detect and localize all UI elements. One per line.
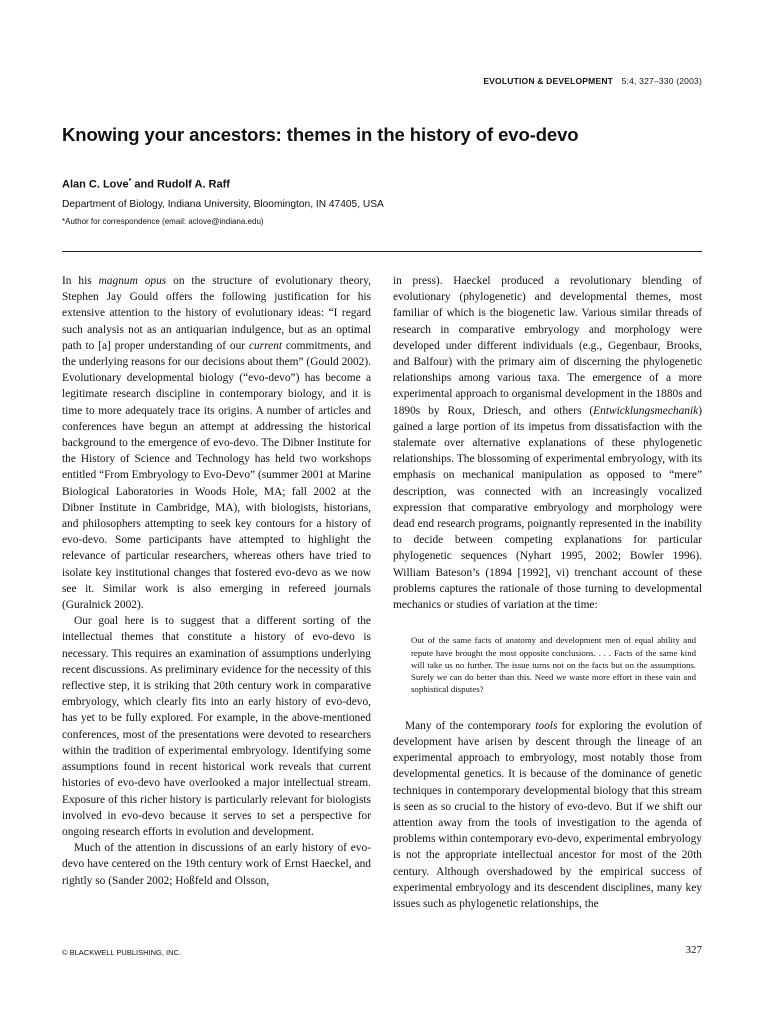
header-divider [62,251,702,252]
author-name-raff: and Rudolf A. Raff [131,178,230,191]
body-paragraph-4: in press). Haeckel produced a revolutionary blending of evolutionary (phylogenetic) and developmental themes, most familiar of which is the biogenetic law. Various similar threads of research in comparative embryology and morphology were developed under different individuals (e.g., Gegenbaur, Brooks, and Balfour) with the primary aim of discerning the phylogenetic relationships among various taxa. The emergence of a more experimental approach to organismal development in the 1880s and 1890s by Roux, Driesch, and others (Entwicklungsmechanik) gained a large portion of its impetus from dissatisfaction with the stalemate over alternative explanations of these phylogenetic relationships. The blossoming of experimental embryology, with its emphasis on mechanical manipulation as opposed to “mere” description, was connected with an increasingly vocalized expression that comparative embryology and morphology were dead end research programs, poignantly represented in the inability to decide between competing explanations for particular phylogenetic sequences (Nyhart 1995, 2002; Bowler 1996). William Bateson’s (1894 [1992], vi) trenchant account of these problems captures the rationale of those turning to developmental mechanics or studies of variation at the time: [393,275,702,612]
body-paragraph-2: Our goal here is to suggest that a different sorting of the intellectual themes that constitute a history of evo-devo is necessary. This requires an examination of assumptions underlying recent discussions. As preliminary evidence for the necessity of this reflective step, it is striking that 20th century work in comparative embryology, which clearly fits into an early history of evo-devo, has yet to be fully explored. For example, in the above-mentioned conferences, most of the presentations were devoted to researchers within the tradition of experimental embryology. Identifying some assumptions found in recent historical work reveals that current histories of evo-devo have overlooked a major intellectual stream. Exposure of this richer history is particularly relevant for biologists involved in evo-devo because it serves to set a perspective for ongoing research efforts in evolution and development. [62,615,371,838]
author-affiliation: Department of Biology, Indiana University, Bloomington, IN 47405, USA [62,199,384,210]
journal-citation: 5:4, 327–330 (2003) [621,76,702,86]
corresponding-author-mark: * [128,178,132,185]
page-number: 327 [685,944,702,956]
body-paragraph-1: In his magnum opus on the structure of evolutionary theory, Stephen Jay Gould offers the following justification for his extensive attention to the history of evolutionary ideas: “I regard such analysis not as an antiquarian indulgence, but as an optimal path to [a] proper understanding of our current commitments, and the underlying reasons for our decisions about them” (Gould 2002). Evolutionary developmental biology (“evo-devo”) has become a legitimate research discipline in contemporary biology, and it is time to more adequately trace its origins. A number of articles and conferences have begun an attempt at addressing the historical background to the emergence of evo-devo. The Dibner Institute for the History of Science and Technology has held two workshops entitled “From Embryology to Evo-Devo” (summer 2001 at Marine Biological Laboratories in Woods Hole, MA; fall 2002 at the Dibner Institute in Cambridge, MA), with biologists, historians, and philosophers attempting to seek key contours for a history of evo-devo. Some participants have attempted to highlight the relevance of particular researchers, whereas others have tried to isolate key institutional changes that fostered evo-devo as we now see it. Similar work is also emerging in refereed journals (Guralnick 2002). [62,275,372,612]
body-paragraph-5: Many of the contemporary tools for exploring the evolution of development have arisen by descent through the lineage of an experimental approach to embryology, most notably those from developmental genetics. It is because of the dominance of genetic techniques in contemporary developmental biology that this stream is seen as so crucial to the history of evo-devo. But if we shift our attention away from the tools of investigation to the agenda of problems within contemporary evo-devo, experimental embryology is not the appropriate intellectual ancestor for most of the 20th century. Although overshadowed by the empirical success of experimental embryology and its descendent disciplines, many key issues such as phylogenetic relationships, the [393,719,703,910]
article-title: Knowing your ancestors: themes in the history of evo-devo [62,124,579,145]
right-column [393,273,702,912]
body-paragraph-3: Much of the attention in discussions of an early history of evo-devo have centered on the 19th century work of Ernst Haeckel, and rightly so (Sander 2002; Hoßfeld and Olsson, [62,842,371,887]
running-head [483,76,702,86]
journal-name: EVOLUTION & DEVELOPMENT [483,76,614,86]
block-quote: Out of the same facts of anatomy and development men of equal ability and repute have brought the most opposite conclusions. . . . Facts of the same kind will take us no further. The issue turns not on the facts but on the assumptions. Surely we can do better than this. Need we waste more effort in these vain and sophistical disputes? [411,635,696,695]
publisher-footer: © BLACKWELL PUBLISHING, INC. [62,948,182,957]
correspondence-note: *Author for correspondence (email: aclove@indiana.edu) [62,217,264,226]
left-column [62,273,371,889]
author-line [62,178,230,191]
author-name-love: Alan C. Love [62,178,129,191]
